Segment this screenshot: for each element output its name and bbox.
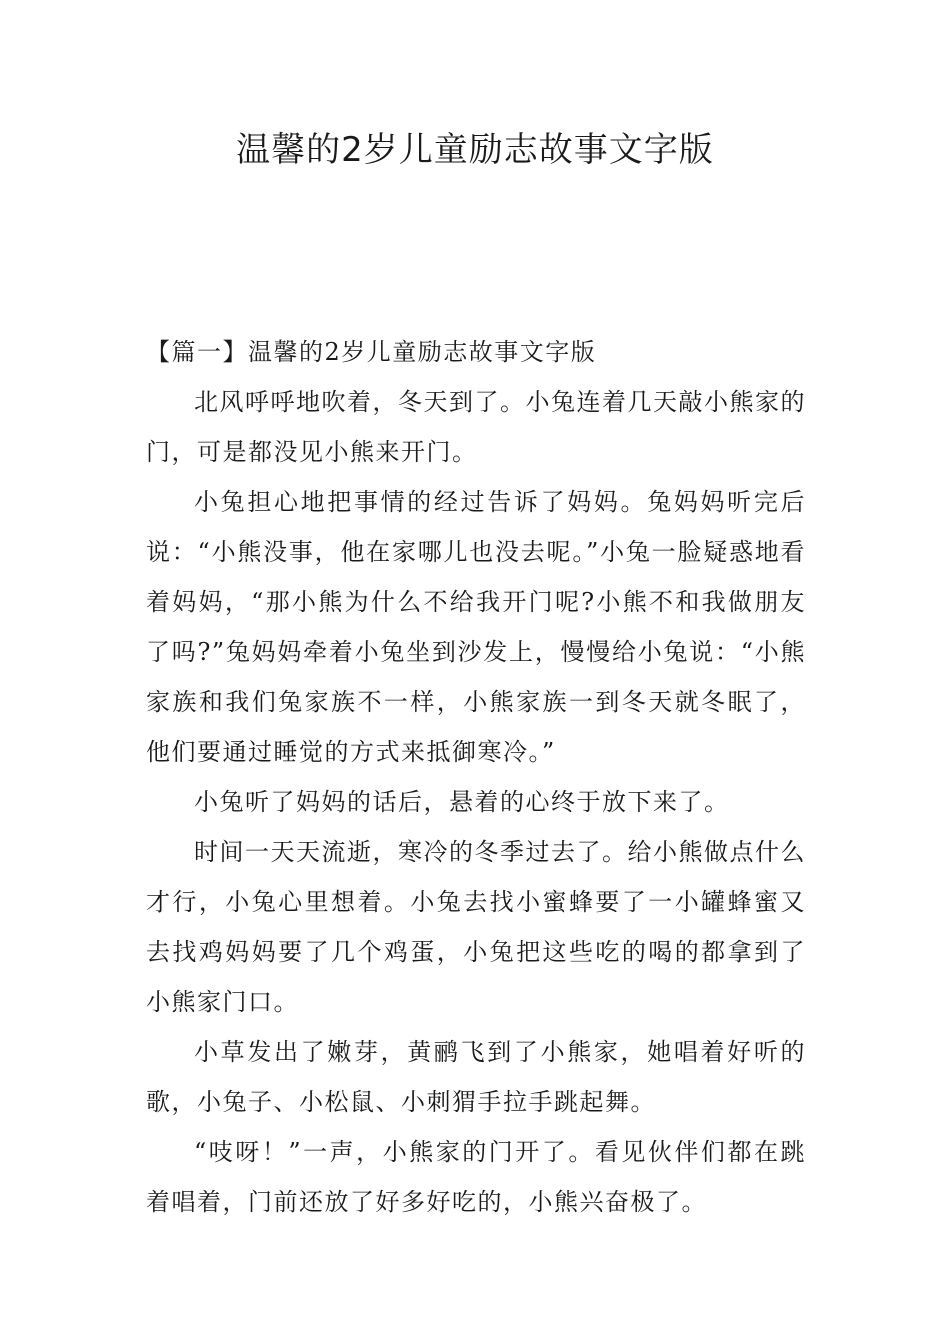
paragraph: 小草发出了嫩芽，黄鹂飞到了小熊家，她唱着好听的歌，小兔子、小松鼠、小刺猬手拉手跳起舞。 [146, 1038, 806, 1116]
document-title: 温馨的2岁儿童励志故事文字版 [236, 130, 714, 170]
paragraph: 北风呼呼地吹着，冬天到了。小兔连着几天敲小熊家的门，可是都没见小熊来开门。 [146, 388, 806, 466]
paragraph: 时间一天天流逝，寒冷的冬季过去了。给小熊做点什么才行，小兔心里想着。小兔去找小蜜蜂要了一小罐蜂蜜又去找鸡妈妈要了几个鸡蛋，小兔把这些吃的喝的都拿到了小熊家门口。 [146, 838, 806, 1016]
paragraph: “吱呀！”一声，小熊家的门开了。看见伙伴们都在跳着唱着，门前还放了好多好吃的，小熊兴奋极了。 [146, 1138, 806, 1216]
paragraph: 小兔担心地把事情的经过告诉了妈妈。兔妈妈听完后说：“小熊没事，他在家哪儿也没去呢。”小兔一脸疑惑地看着妈妈，“那小熊为什么不给我开门呢?小熊不和我做朋友了吗?”兔妈妈牵着小兔坐到沙发上，慢慢给小兔说：“小熊家族和我们兔家族不一样，小熊家族一到冬天就冬眠了，他们要通过睡觉的方式来抵御寒冷。” [146, 488, 806, 766]
section-heading: 【篇一】温馨的2岁儿童励志故事文字版 [146, 338, 597, 366]
document-body [146, 327, 806, 1227]
paragraph: 小兔听了妈妈的话后，悬着的心终于放下来了。 [194, 788, 730, 816]
